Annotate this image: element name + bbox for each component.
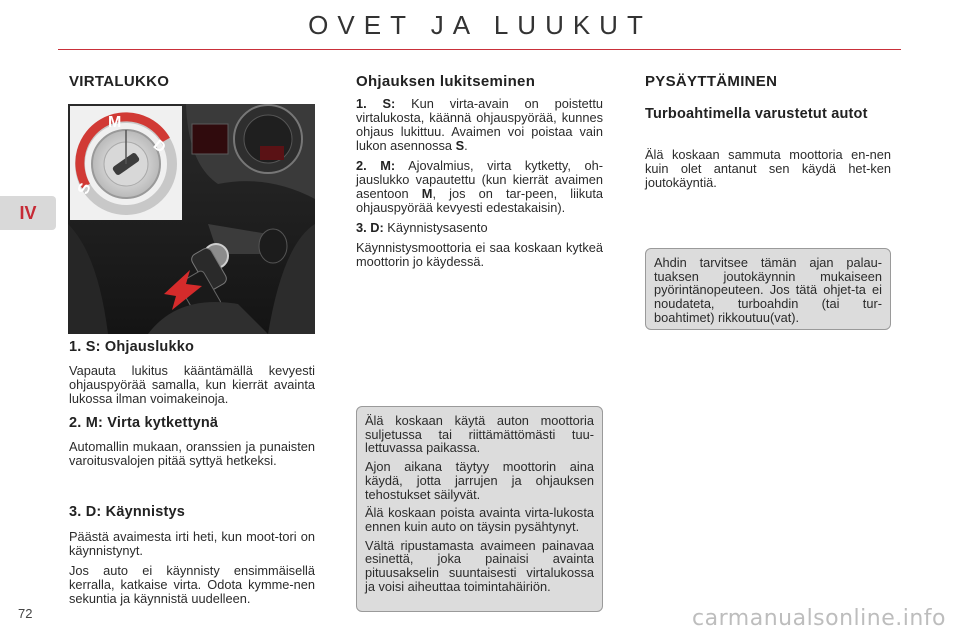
paragraph: Vapauta lukitus kääntämällä kevyesti ohjauspyörää samalla, kun kierrät avainta lukossa ilman voimakeinoja.: [69, 363, 315, 406]
item-text-ignition-on: [69, 440, 315, 474]
steering-lock-steps: [356, 97, 603, 275]
engine-warning-note: [356, 406, 603, 612]
turbo-text: [645, 148, 891, 196]
item-title-starting: 3. D: Käynnistys: [69, 504, 186, 520]
starter-warning-text: Käynnistysmoottoria ei saa koskaan kytkeä moottorin jo käydessä.: [356, 240, 603, 269]
lock-position-m-label: M: [108, 114, 122, 131]
steering-column-image: [68, 104, 315, 334]
section-heading-ignition: VIRTALUKKO: [69, 73, 170, 90]
subheading-turbo: Turboahtimella varustetut autot: [645, 106, 868, 122]
chapter-number: IV: [19, 203, 37, 223]
watermark: carmanualsonline.info: [692, 606, 946, 631]
title-divider: [58, 49, 901, 50]
step-1: [356, 97, 603, 153]
step-key: S: [455, 138, 465, 153]
step-text-end: .: [464, 138, 468, 153]
paragraph: Automallin mukaan, oranssien ja punaisten varoitusvalojen pitää syttyä hetkeksi.: [69, 439, 315, 468]
paragraph: Päästä avaimesta irti heti, kun moot-tori on käynnistynyt.: [69, 529, 315, 558]
turbo-note: [645, 248, 891, 330]
item-text-steering-lock: [69, 364, 315, 412]
step-key: M: [421, 186, 433, 201]
step-2: [356, 159, 603, 215]
chapter-tab: [0, 196, 56, 230]
note-paragraph: Älä koskaan käytä auton moottoria suljetussa tai riittämättömästi tuu-lettuvassa paikassa.: [365, 413, 594, 456]
item-title-ignition-on: 2. M: Virta kytkettynä: [69, 415, 219, 431]
section-heading-steering-lock: Ohjauksen lukitseminen: [356, 73, 536, 90]
item-title-steering-lock: 1. S: Ohjauslukko: [69, 339, 195, 355]
page-number: 72: [18, 606, 33, 621]
step-text-end: , jos on tar-peen, liikuta ohjauspyörää kevyesti edestakaisin).: [356, 186, 603, 215]
paragraph: Älä koskaan sammuta moottoria en-nen kuin olet antanut sen käydä het-ken joutokäyntiä.: [645, 147, 891, 190]
ignition-switch-illustration: [68, 104, 315, 334]
page-title: OVET JA LUUKUT: [308, 10, 652, 40]
step-text: Kun virta-avain on poistettu virtalukosta, käännä ohjauspyörää, kunnes ohjaus lukittuu. Avaimen voi poistaa vain lukon asennossa: [356, 96, 603, 153]
step-label: 1. S:: [356, 96, 396, 111]
step-text: Käynnistysasento: [383, 220, 488, 235]
lock-position-s-label: S: [75, 180, 95, 197]
item-text-starting: [69, 530, 315, 612]
note-paragraph: Ahdin tarvitsee tämän ajan palau-tuaksen joutokäynnin mukaiseen pyörintänopeuteen. Jos tätä ohjet-ta ei noudateta, turboahdin (tai tur-boahtimet) rikkoutuu(vat).: [654, 255, 882, 325]
note-paragraph: Ajon aikana täytyy moottorin aina käydä, jotta jarrujen ja ohjauksen tehostukset säilyvät.: [365, 459, 594, 502]
step-3: [356, 221, 603, 235]
step-text: Ajovalmius, virta kytketty, oh-jauslukko vapautettu (kun kierrät avaimen asentoon: [356, 158, 603, 201]
step-label: 3. D:: [356, 220, 384, 235]
lock-position-d-label: D: [149, 136, 170, 157]
note-paragraph: Vältä ripustamasta avaimeen painavaa esinettä, joka painaisi avainta pituusakselin suuntaisesti virtalukossa ja voisi aiheuttaa toimintahäiriön.: [365, 537, 594, 594]
step-label: 2. M:: [356, 158, 396, 173]
note-paragraph: Älä koskaan poista avainta virta-lukosta ennen kuin auto on täysin pysähtynyt.: [365, 505, 594, 534]
section-heading-stopping: PYSÄYTTÄMINEN: [645, 73, 778, 90]
paragraph: Jos auto ei käynnisty ensimmäisellä kerralla, katkaise virta. Odota kymme-nen sekuntia ja käynnistä uudelleen.: [69, 563, 315, 606]
